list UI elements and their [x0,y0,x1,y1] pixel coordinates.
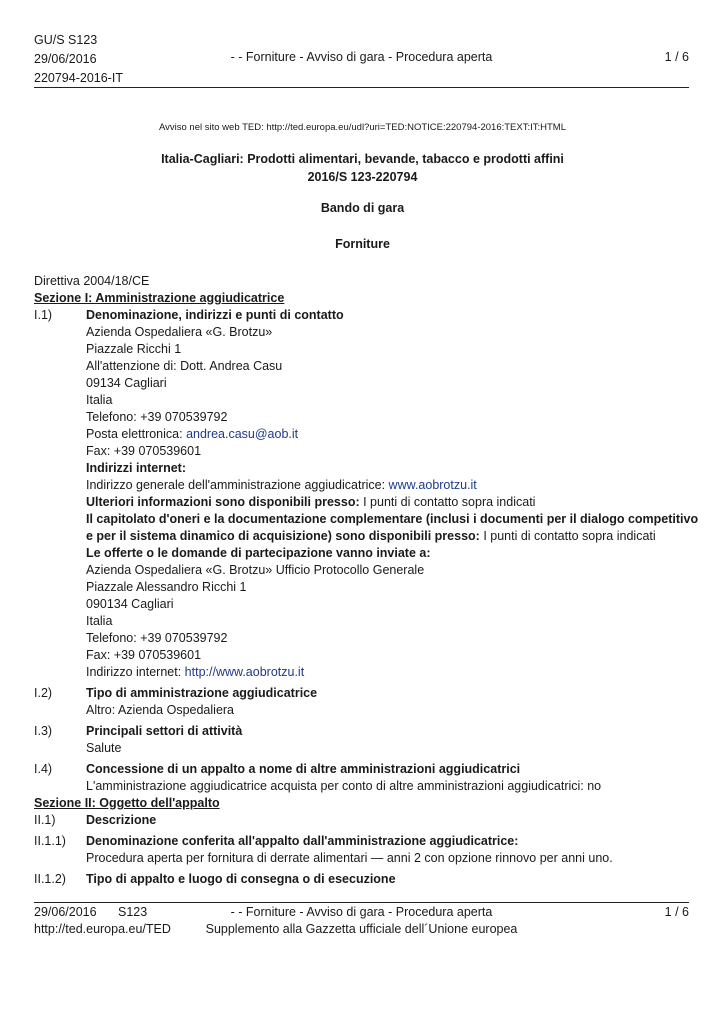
org-phone: Telefono: +39 070539792 [86,410,228,424]
header-page-number: 1 / 6 [664,50,689,64]
item-number: I.2) [34,686,53,700]
org-fax: Fax: +39 070539601 [86,444,202,458]
item-number: II.1) [34,813,56,827]
offers-internet-label: Indirizzo internet: [86,665,185,679]
offers-fax: Fax: +39 070539601 [86,648,202,662]
org-city: 09134 Cagliari [86,376,167,390]
general-address-label: Indirizzo generale dell'amministrazione aggiudicatrice: [86,478,389,492]
header-date: 29/06/2016 [34,52,97,66]
item-ii1 [34,812,695,829]
offers-heading: Le offerte o le domande di partecipazione vanno inviate a: [86,546,431,560]
section-2-title: Sezione II: Oggetto dell'appalto [34,796,220,810]
item-heading: Tipo di appalto e luogo di consegna o di esecuzione [86,872,396,886]
email-link[interactable]: andrea.casu@aob.it [186,427,299,441]
notice-type: Bando di gara [320,201,405,215]
document-title [0,151,725,186]
offers-internet-row [86,664,695,681]
footer-code: S123 [118,905,148,919]
offers-street: Piazzale Alessandro Ricchi 1 [86,580,247,594]
further-info-value: I punti di contatto sopra indicati [359,495,536,509]
page-header [34,31,689,88]
offers-city: 090134 Cagliari [86,597,174,611]
docs-value: I punti di contatto sopra indicati [479,529,656,543]
docs-line-2: e per il sistema dinamico di acquisizione) sono disponibili presso: [86,529,480,543]
docs-line-1: Il capitolato d'oneri e la documentazione complementare (inclusi i documenti per il dialogo competitivo [86,512,699,526]
org-name: Azienda Ospedaliera «G. Brotzu» [86,325,273,339]
section-1-title: Sezione I: Amministrazione aggiudicatrice [34,291,285,305]
item-value: Procedura aperta per fornitura di derrate alimentari — anni 2 con opzione rinnovo per anni uno. [86,851,613,865]
header-journal: GU/S S123 [34,33,98,47]
email-label: Posta elettronica: [86,427,187,441]
item-heading: Descrizione [86,813,157,827]
internet-heading: Indirizzi internet: [86,461,186,475]
org-street: Piazzale Ricchi 1 [86,342,182,356]
document-body [34,273,699,888]
general-address-link[interactable]: www.aobrotzu.it [388,478,477,492]
item-ii12 [34,871,695,888]
item-heading: Tipo di amministrazione aggiudicatrice [86,686,318,700]
further-info-row [86,494,695,511]
contract-type: Forniture [335,237,390,251]
org-country: Italia [86,393,113,407]
footer-title: - - Forniture - Avviso di gara - Procedura aperta [230,905,493,919]
footer-url[interactable]: http://ted.europa.eu/TED [34,922,171,936]
docs-line-2-row [86,528,695,545]
header-notice-id: 220794-2016-IT [34,71,123,85]
offers-country: Italia [86,614,113,628]
item-number: I.3) [34,724,53,738]
general-address-row [86,477,695,494]
directive: Direttiva 2004/18/CE [34,274,150,288]
item-heading: Denominazione conferita all'appalto dall'amministrazione aggiudicatrice: [86,834,519,848]
item-i1 [34,307,699,681]
item-number: II.1.1) [34,834,66,848]
footer-supplement: Supplemento alla Gazzetta ufficiale dell´Unione europea [205,922,518,936]
footer-date: 29/06/2016 [34,905,97,919]
item-heading: Concessione di un appalto a nome di altre amministrazioni aggiudicatrici [86,762,521,776]
further-info-label: Ulteriori informazioni sono disponibili presso: [86,495,360,509]
item-number: I.1) [34,308,53,322]
item-i2 [34,685,695,719]
offers-phone: Telefono: +39 070539792 [86,631,228,645]
item-number: II.1.2) [34,872,66,886]
item-ii11 [34,833,695,867]
org-email-row [86,426,695,443]
item-value: L'amministrazione aggiudicatrice acquista per conto di altre amministrazioni aggiudicatrici: no [86,779,602,793]
item-value: Altro: Azienda Ospedaliera [86,703,235,717]
ted-notice-link[interactable]: Avviso nel sito web TED: http://ted.europa.eu/udl?uri=TED:NOTICE:220794-2016:TEXT:IT:HTML [158,122,567,133]
title-line-1: Italia-Cagliari: Prodotti alimentari, bevande, tabacco e prodotti affini [161,152,564,166]
item-value: Salute [86,741,122,755]
item-heading: Denominazione, indirizzi e punti di contatto [86,308,344,322]
item-number: I.4) [34,762,53,776]
org-attention: All'attenzione di: Dott. Andrea Casu [86,359,283,373]
header-title: - - Forniture - Avviso di gara - Procedura aperta [230,50,493,64]
item-i3 [34,723,695,757]
footer-page-number: 1 / 6 [664,905,689,919]
offers-org: Azienda Ospedaliera «G. Brotzu» Ufficio Protocollo Generale [86,563,425,577]
item-heading: Principali settori di attività [86,724,243,738]
offers-internet-link[interactable]: http://www.aobrotzu.it [184,665,305,679]
item-i4 [34,761,695,795]
page-footer [34,902,689,943]
title-line-2: 2016/S 123-220794 [307,169,418,184]
